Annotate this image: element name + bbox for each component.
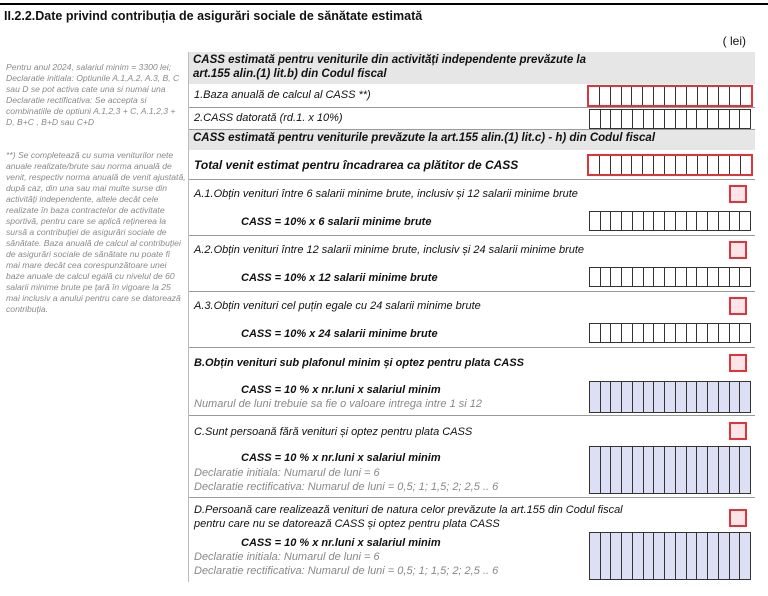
digit-cell[interactable] <box>665 533 676 579</box>
digit-cell[interactable] <box>740 533 750 579</box>
digit-cell <box>633 268 644 286</box>
digit-cell[interactable] <box>632 156 643 174</box>
digit-cell[interactable] <box>719 87 730 105</box>
d-months-input[interactable] <box>589 532 751 580</box>
digit-cell <box>622 324 633 342</box>
digit-cell[interactable] <box>611 156 622 174</box>
digit-cell <box>590 268 601 286</box>
total-label: Total venit estimat pentru încadrarea ca plătitor de CASS <box>194 158 519 172</box>
digit-cell <box>697 324 708 342</box>
digit-cell[interactable] <box>654 87 665 105</box>
digit-cell[interactable] <box>708 447 719 493</box>
digit-cell <box>730 324 741 342</box>
cass-due-output <box>589 109 751 129</box>
digit-cell[interactable] <box>589 156 600 174</box>
digit-cell[interactable] <box>601 447 612 493</box>
digit-cell[interactable] <box>633 533 644 579</box>
d-label-line1: D.Persoană care realizează venituri de natura celor prevăzute la art.155 din Codul fiscal <box>194 504 623 516</box>
digit-cell[interactable] <box>622 533 633 579</box>
digit-cell <box>633 324 644 342</box>
digit-cell <box>665 212 676 230</box>
digit-cell[interactable] <box>730 533 741 579</box>
digit-cell[interactable] <box>676 447 687 493</box>
digit-cell <box>740 110 750 128</box>
c-formula: CASS = 10 % x nr.luni x salariul minim <box>241 452 441 464</box>
digit-cell <box>697 268 708 286</box>
c-months-input[interactable] <box>589 446 751 494</box>
top-rule <box>0 3 768 5</box>
cass-due-row <box>189 108 755 130</box>
c-note-rectify: Declaratie rectificativa: Numarul de luni = 0,5; 1; 1,5; 2; 2,5 .. 6 <box>194 481 499 493</box>
digit-cell[interactable] <box>632 87 643 105</box>
digit-cell <box>654 212 665 230</box>
digit-cell[interactable] <box>676 87 687 105</box>
digit-cell <box>708 268 719 286</box>
d-checkbox[interactable] <box>729 509 747 527</box>
digit-cell <box>740 268 750 286</box>
base-amount-input[interactable] <box>587 85 753 107</box>
d-note-initial: Declaratie initiala: Numarul de luni = 6 <box>194 551 380 563</box>
digit-cell[interactable] <box>708 382 719 412</box>
digit-cell[interactable] <box>633 382 644 412</box>
digit-cell[interactable] <box>687 156 698 174</box>
digit-cell <box>590 212 601 230</box>
digit-cell <box>719 268 730 286</box>
side-note-options: Pentru anul 2024, salariul minim = 3300 lei; Declaratie initiala: Optiunile A.1,A.2, A.3, B, C sau D se pot activa cate una si numai una Declaratie rectificativa: Se accepta si combinatiile de optiuni A.1,2,3 + C, A.1,2,3 + D, B+C , B+D sau C+D <box>6 62 180 127</box>
digit-cell <box>730 110 741 128</box>
side-note-base: **) Se completează cu suma veniturilor nete anuale realizate/brute sau norma anuală de venit, respectiv norma anuală de venit ajustată, după caz, din una sau mai multe surse din activităţi independente, altele decât cele realizate în baza contractelor de activitate sportivă, pentru care se aplică reţinerea la sursă a contribuţiei de asigurări sociale de sănătate. Baza anuală de calcul al contribuţiei de asigurări sociale de sănătate nu poate fi mai mare decât cea corespunzătoare unei baze anuale de calcul egală cu nivelul de 60 salarii minime brute pe ţară în vigoare la 25 mai inclusiv a anului pentru care se datorează contribuţia. <box>6 150 186 314</box>
a1-checkbox[interactable] <box>729 185 747 203</box>
digit-cell <box>719 110 730 128</box>
digit-cell[interactable] <box>730 382 741 412</box>
digit-cell <box>687 268 698 286</box>
digit-cell <box>687 110 698 128</box>
digit-cell <box>633 212 644 230</box>
digit-cell[interactable] <box>665 447 676 493</box>
digit-cell[interactable] <box>665 156 676 174</box>
digit-cell <box>676 324 687 342</box>
digit-cell <box>622 212 633 230</box>
digit-cell <box>676 110 687 128</box>
option-d <box>189 498 755 582</box>
digit-cell[interactable] <box>665 87 676 105</box>
digit-cell[interactable] <box>622 87 633 105</box>
section-title: II.2.2.Date privind contribuția de asigurări sociale de sănătate estimată <box>4 9 423 23</box>
digit-cell[interactable] <box>730 156 741 174</box>
digit-cell <box>687 324 698 342</box>
total-row <box>189 150 755 180</box>
digit-cell <box>590 110 601 128</box>
digit-cell <box>601 110 612 128</box>
digit-cell[interactable] <box>676 382 687 412</box>
digit-cell[interactable] <box>654 382 665 412</box>
b-label: B.Obțin venituri sub plafonul minim și optez pentru plata CASS <box>194 357 525 369</box>
digit-cell <box>697 110 708 128</box>
digit-cell[interactable] <box>622 447 633 493</box>
d-note-rectify: Declaratie rectificativa: Numarul de luni = 0,5; 1; 1,5; 2; 2,5 .. 6 <box>194 565 499 577</box>
digit-cell[interactable] <box>698 87 709 105</box>
digit-cell[interactable] <box>654 447 665 493</box>
total-income-input[interactable] <box>587 154 753 176</box>
a3-label: A.3.Obțin venituri cel puțin egale cu 24 salarii minime brute <box>194 300 481 312</box>
cass-form <box>188 52 754 582</box>
digit-cell <box>740 212 750 230</box>
digit-cell <box>601 324 612 342</box>
digit-cell[interactable] <box>697 382 708 412</box>
digit-cell[interactable] <box>654 533 665 579</box>
c-label: C.Sunt persoană fără venituri și optez pentru plata CASS <box>194 426 473 438</box>
digit-cell[interactable] <box>600 156 611 174</box>
digit-cell[interactable] <box>730 87 741 105</box>
digit-cell[interactable] <box>654 156 665 174</box>
digit-cell <box>730 268 741 286</box>
digit-cell <box>665 268 676 286</box>
b-note: Numarul de luni trebuie sa fie o valoare intrega intre 1 si 12 <box>194 398 482 410</box>
digit-cell <box>719 324 730 342</box>
digit-cell[interactable] <box>708 156 719 174</box>
d-formula: CASS = 10 % x nr.luni x salariul minim <box>241 537 441 549</box>
digit-cell <box>644 268 655 286</box>
a3-formula: CASS = 10% x 24 salarii minime brute <box>241 328 438 340</box>
digit-cell <box>611 268 622 286</box>
cass-due-label: 2.CASS datorată (rd.1. x 10%) <box>194 112 343 124</box>
option-c <box>189 416 755 498</box>
sec2-header: CASS estimată pentru veniturile prevăzute la art.155 alin.(1) lit.c) - h) din Codul fiscal <box>189 130 755 150</box>
base-row <box>189 84 755 108</box>
a1-label: A.1.Obțin venituri între 6 salarii minime brute, inclusiv și 12 salarii minime brute <box>194 188 578 200</box>
base-label: 1.Baza anuală de calcul al CASS **) <box>194 89 371 101</box>
digit-cell[interactable] <box>644 533 655 579</box>
digit-cell <box>676 212 687 230</box>
digit-cell[interactable] <box>676 156 687 174</box>
digit-cell <box>611 110 622 128</box>
digit-cell <box>601 268 612 286</box>
digit-cell[interactable] <box>687 382 698 412</box>
digit-cell <box>644 212 655 230</box>
digit-cell[interactable] <box>590 447 601 493</box>
digit-cell[interactable] <box>730 447 741 493</box>
option-a3 <box>189 292 755 348</box>
c-note-initial: Declaratie initiala: Numarul de luni = 6 <box>194 467 380 479</box>
digit-cell <box>697 212 708 230</box>
digit-cell[interactable] <box>697 447 708 493</box>
digit-cell[interactable] <box>676 533 687 579</box>
digit-cell[interactable] <box>611 382 622 412</box>
digit-cell <box>719 212 730 230</box>
digit-cell[interactable] <box>665 382 676 412</box>
digit-cell[interactable] <box>611 87 622 105</box>
digit-cell <box>644 110 655 128</box>
option-a2 <box>189 236 755 292</box>
digit-cell[interactable] <box>601 382 612 412</box>
b-formula: CASS = 10 % x nr.luni x salariul minim <box>241 384 441 396</box>
digit-cell[interactable] <box>719 156 730 174</box>
digit-cell <box>654 110 665 128</box>
digit-cell[interactable] <box>622 156 633 174</box>
digit-cell[interactable] <box>740 447 750 493</box>
d-label-line2: pentru care nu se datorează CASS și optez pentru plata CASS <box>194 518 500 530</box>
digit-cell <box>708 110 719 128</box>
digit-cell[interactable] <box>611 447 622 493</box>
digit-cell[interactable] <box>622 382 633 412</box>
digit-cell <box>740 324 750 342</box>
digit-cell <box>654 324 665 342</box>
a2-amount-output <box>589 267 751 287</box>
digit-cell[interactable] <box>590 533 601 579</box>
digit-cell[interactable] <box>601 533 612 579</box>
digit-cell[interactable] <box>590 382 601 412</box>
digit-cell <box>611 212 622 230</box>
digit-cell[interactable] <box>644 382 655 412</box>
digit-cell[interactable] <box>741 156 751 174</box>
digit-cell[interactable] <box>643 87 654 105</box>
a3-amount-output <box>589 323 751 343</box>
digit-cell <box>590 324 601 342</box>
digit-cell[interactable] <box>708 533 719 579</box>
a2-formula: CASS = 10% x 12 salarii minime brute <box>241 272 438 284</box>
digit-cell[interactable] <box>740 382 750 412</box>
digit-cell[interactable] <box>719 447 730 493</box>
a3-checkbox[interactable] <box>729 297 747 315</box>
a2-checkbox[interactable] <box>729 241 747 259</box>
option-a1 <box>189 180 755 236</box>
currency-unit: ( lei) <box>722 34 746 48</box>
option-b <box>189 348 755 416</box>
digit-cell[interactable] <box>741 87 751 105</box>
digit-cell <box>611 324 622 342</box>
digit-cell <box>633 110 644 128</box>
c-checkbox[interactable] <box>729 422 747 440</box>
digit-cell <box>654 268 665 286</box>
digit-cell[interactable] <box>687 87 698 105</box>
a2-label: A.2.Obțin venituri între 12 salarii minime brute, inclusiv și 24 salarii minime brute <box>194 244 585 256</box>
digit-cell[interactable] <box>687 447 698 493</box>
digit-cell[interactable] <box>719 533 730 579</box>
digit-cell <box>644 324 655 342</box>
a1-amount-output <box>589 211 751 231</box>
a1-formula: CASS = 10% x 6 salarii minime brute <box>241 216 432 228</box>
digit-cell <box>708 324 719 342</box>
digit-cell[interactable] <box>698 156 709 174</box>
digit-cell <box>622 268 633 286</box>
digit-cell <box>665 110 676 128</box>
digit-cell <box>730 212 741 230</box>
digit-cell <box>601 212 612 230</box>
digit-cell[interactable] <box>600 87 611 105</box>
digit-cell <box>676 268 687 286</box>
digit-cell <box>665 324 676 342</box>
digit-cell[interactable] <box>643 156 654 174</box>
digit-cell <box>687 212 698 230</box>
digit-cell[interactable] <box>697 533 708 579</box>
digit-cell <box>622 110 633 128</box>
digit-cell[interactable] <box>687 533 698 579</box>
digit-cell[interactable] <box>633 447 644 493</box>
digit-cell[interactable] <box>644 447 655 493</box>
b-checkbox[interactable] <box>729 354 747 372</box>
digit-cell <box>708 212 719 230</box>
digit-cell[interactable] <box>719 382 730 412</box>
digit-cell[interactable] <box>611 533 622 579</box>
sec1-header: CASS estimată pentru veniturile din activități independente prevăzute la art.155 alin.(1) lit.b) din Codul fiscal <box>189 52 755 84</box>
digit-cell[interactable] <box>589 87 600 105</box>
b-months-input[interactable] <box>589 381 751 413</box>
digit-cell[interactable] <box>708 87 719 105</box>
